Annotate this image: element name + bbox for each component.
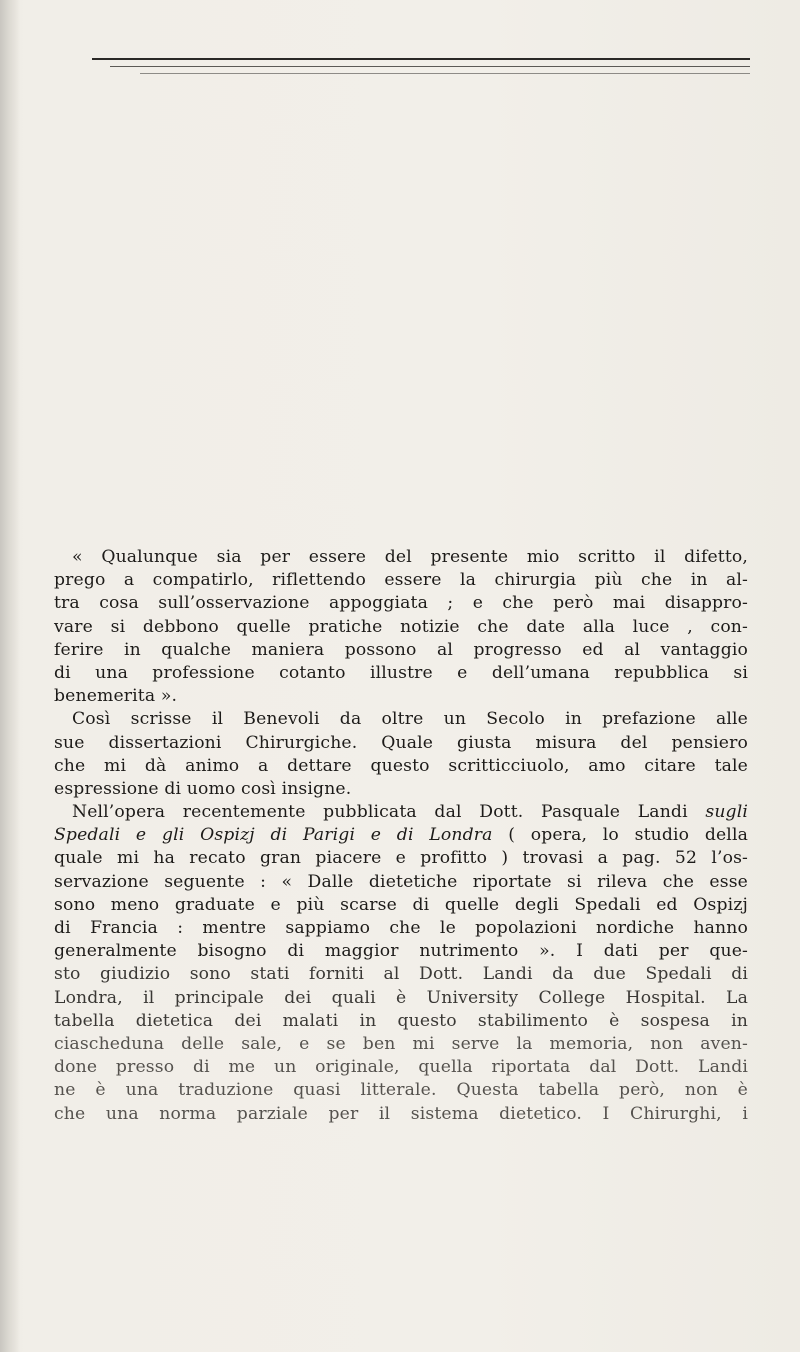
text-line: done presso di me un originale, quella riportata dal Dott. Landi bbox=[54, 1057, 748, 1078]
text-line: di Francia : mentre sappiamo che le popolazioni nordiche hanno bbox=[54, 918, 748, 938]
top-rule-tertiary bbox=[140, 73, 750, 74]
text-line: che mi dà animo a dettare questo scritticciuolo, amo citare tale bbox=[54, 755, 748, 776]
text-line: quale mi ha recato gran piacere e profitto ) trovasi a pag. 52 l’os- bbox=[54, 848, 748, 869]
body-text bbox=[54, 546, 748, 1126]
text-line-mixed bbox=[54, 801, 748, 824]
text-line: ne è una traduzione quasi litterale. Questa tabella però, non è bbox=[54, 1080, 748, 1101]
top-rule-secondary bbox=[110, 66, 750, 67]
text-run: Nell’opera recentemente pubblicata dal Dott. Pasquale Landi bbox=[72, 802, 706, 823]
text-line: sono meno graduate e più scarse di quelle degli Spedali ed Ospizj bbox=[54, 894, 748, 915]
text-line: vare si debbono quelle pratiche notizie che date alla luce , con- bbox=[54, 616, 748, 637]
text-run: ( opera, lo studio della bbox=[492, 825, 749, 846]
text-line: sue dissertazioni Chirurgiche. Quale giusta misura del pensiero bbox=[54, 732, 748, 753]
text-line: benemerita ». bbox=[54, 686, 178, 707]
text-line: espressione di uomo così insigne. bbox=[54, 778, 352, 799]
binding-gutter-shadow bbox=[0, 0, 20, 1352]
text-line: sto giudizio sono stati forniti al Dott. Landi da due Spedali di bbox=[54, 964, 748, 985]
text-line: Londra, il principale dei quali è University College Hospital. La bbox=[54, 987, 748, 1008]
text-line: prego a compatirlo, riflettendo essere la chirurgia più che in al- bbox=[54, 570, 748, 591]
text-line: generalmente bisogno di maggior nutrimento ». I dati per que- bbox=[54, 941, 748, 962]
top-rule bbox=[92, 58, 750, 60]
text-line-mixed bbox=[54, 824, 748, 847]
text-line: di una professione cotanto illustre e dell’umana repubblica si bbox=[54, 662, 748, 683]
text-line: ferire in qualche maniera possono al progresso ed al vantaggio bbox=[54, 639, 748, 660]
text-line: che una norma parziale per il sistema dietetico. I Chirurghi, i bbox=[54, 1103, 748, 1124]
text-line: ciascheduna delle sale, e se ben mi serve la memoria, non aven- bbox=[54, 1033, 748, 1054]
text-line: tra cosa sull’osservazione appoggiata ; e che però mai disappro- bbox=[54, 593, 748, 614]
text-line: « Qualunque sia per essere del presente mio scritto il difetto, bbox=[72, 547, 748, 567]
italic-title-run: Spedali e gli Ospizj di Parigi e di Londra bbox=[54, 825, 493, 846]
text-line: Così scrisse il Benevoli da oltre un Secolo in prefazione alle bbox=[72, 709, 748, 730]
italic-title-run: sugli bbox=[705, 802, 748, 823]
text-line: servazione seguente : « Dalle dietetiche riportate si rileva che esse bbox=[54, 871, 748, 892]
text-line: tabella dietetica dei malati in questo stabilimento è sospesa in bbox=[54, 1010, 748, 1031]
